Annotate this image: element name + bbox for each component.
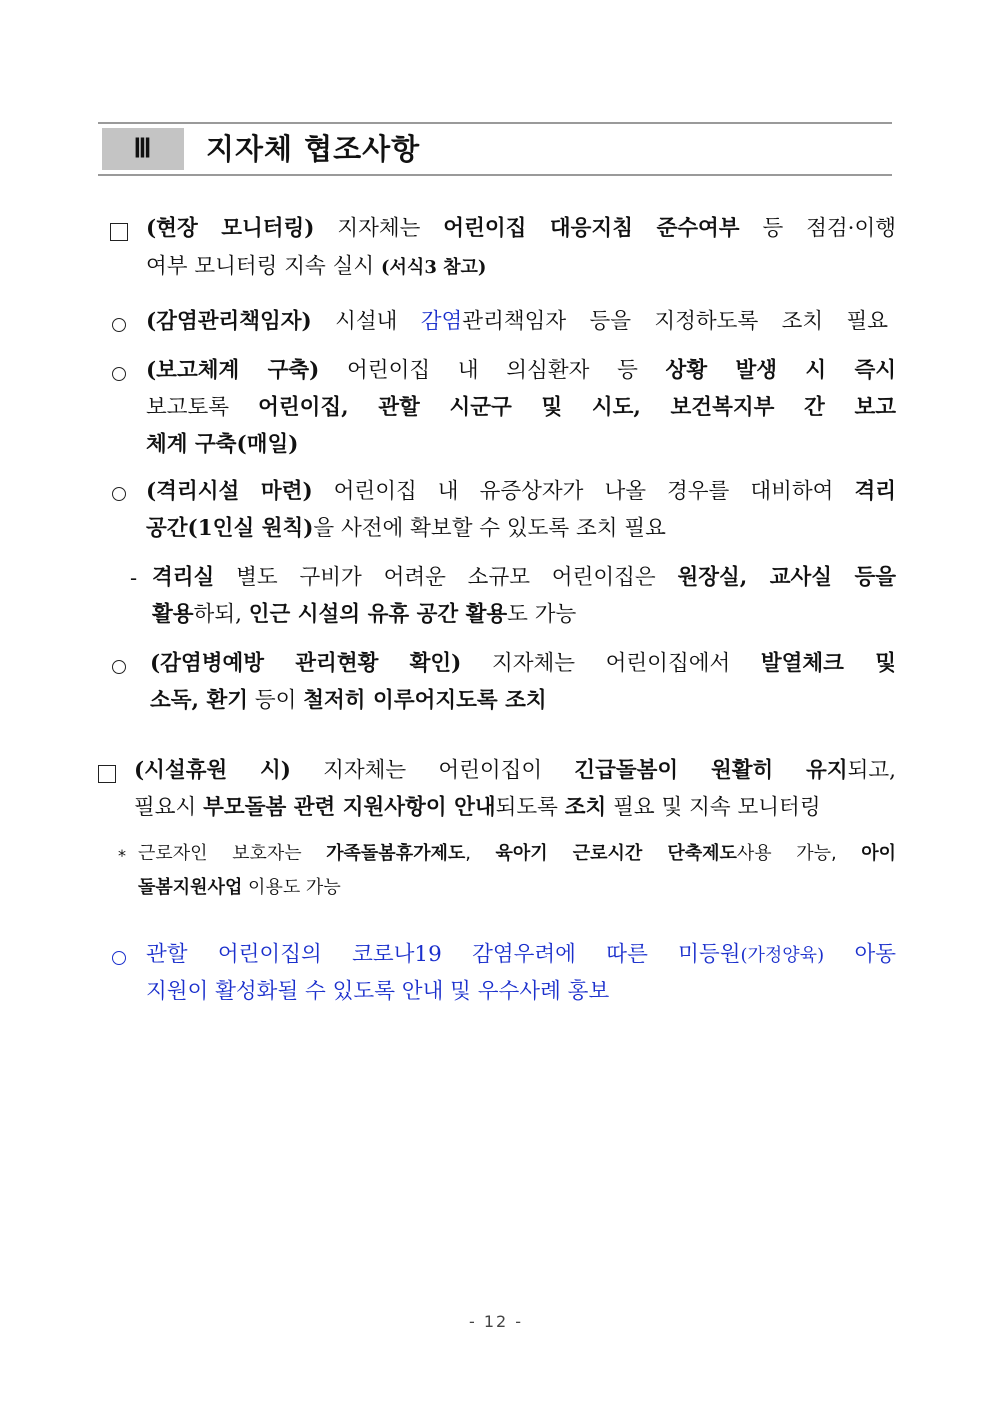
p2-line1: (시설휴원 시) 지자체는 어린이집이 긴급돌봄이 원활히 유지되고, bbox=[134, 758, 896, 783]
c1-line1: (감염관리책임자) 시설내 감염관리책임자 등을 지정하도록 조치 필요 bbox=[146, 309, 888, 334]
circle-bullet-icon bbox=[112, 487, 126, 501]
p1-heading: (현장 모니터링) bbox=[146, 216, 315, 241]
asterisk-note-mark: * bbox=[118, 846, 126, 865]
p2-line2: 필요시 부모돌봄 관련 지원사항이 안내되도록 조치 필요 및 지속 모니터링 bbox=[134, 795, 821, 820]
p1-line2: 여부 모니터링 지속 실시 (서식3 참고) bbox=[146, 254, 487, 279]
circle-bullet-icon bbox=[112, 367, 126, 381]
dash-bullet: - bbox=[130, 566, 138, 590]
c3-line1: (격리시설 마련) 어린이집 내 유증상자가 나올 경우를 대비하여 격리 bbox=[146, 479, 896, 504]
c5-line2: 지원이 활성화될 수 있도록 안내 및 우수사례 홍보 bbox=[146, 979, 610, 1004]
circle-bullet-icon bbox=[112, 318, 126, 332]
note-line2: 돌봄지원사업 이용도 가능 bbox=[138, 877, 341, 898]
section-header bbox=[98, 122, 892, 176]
section-number: Ⅲ bbox=[102, 128, 184, 170]
section-title: 지자체 협조사항 bbox=[206, 132, 421, 166]
note-line1: 근로자인 보호자는 가족돌봄휴가제도, 육아기 근로시간 단축제도사용 가능, 아이 bbox=[138, 843, 896, 864]
c4-line2: 소독, 환기 등이 철저히 이루어지도록 조치 bbox=[150, 688, 547, 713]
page-number: - 12 - bbox=[468, 1312, 524, 1331]
circle-bullet-icon bbox=[112, 660, 126, 674]
checkbox-square-icon bbox=[110, 223, 128, 241]
c3-line2: 공간(1인실 원칙)을 사전에 확보할 수 있도록 조치 필요 bbox=[146, 516, 666, 541]
c5-line1: 관할 어린이집의 코로나19 감염우려에 따른 미등원(가정양육) 아동 bbox=[146, 942, 896, 967]
circle-bullet-icon bbox=[112, 951, 126, 965]
d1-line2: 활용하되, 인근 시설의 유휴 공간 활용도 가능 bbox=[152, 602, 577, 627]
checkbox-square-icon bbox=[98, 765, 116, 783]
p1-line1: (현장 모니터링) 지자체는 어린이집 대응지침 준수여부 등 점검·이행 bbox=[146, 216, 896, 241]
c2-line1: (보고체계 구축) 어린이집 내 의심환자 등 상황 발생 시 즉시 bbox=[146, 358, 896, 383]
c2-line2: 보고토록 어린이집, 관할 시군구 및 시도, 보건복지부 간 보고 bbox=[146, 395, 896, 420]
c4-line1: (감염병예방 관리현황 확인) 지자체는 어린이집에서 발열체크 및 bbox=[150, 651, 896, 676]
c2-line3: 체계 구축(매일) bbox=[146, 432, 299, 457]
d1-line1: 격리실 별도 구비가 어려운 소규모 어린이집은 원장실, 교사실 등을 bbox=[152, 565, 897, 590]
